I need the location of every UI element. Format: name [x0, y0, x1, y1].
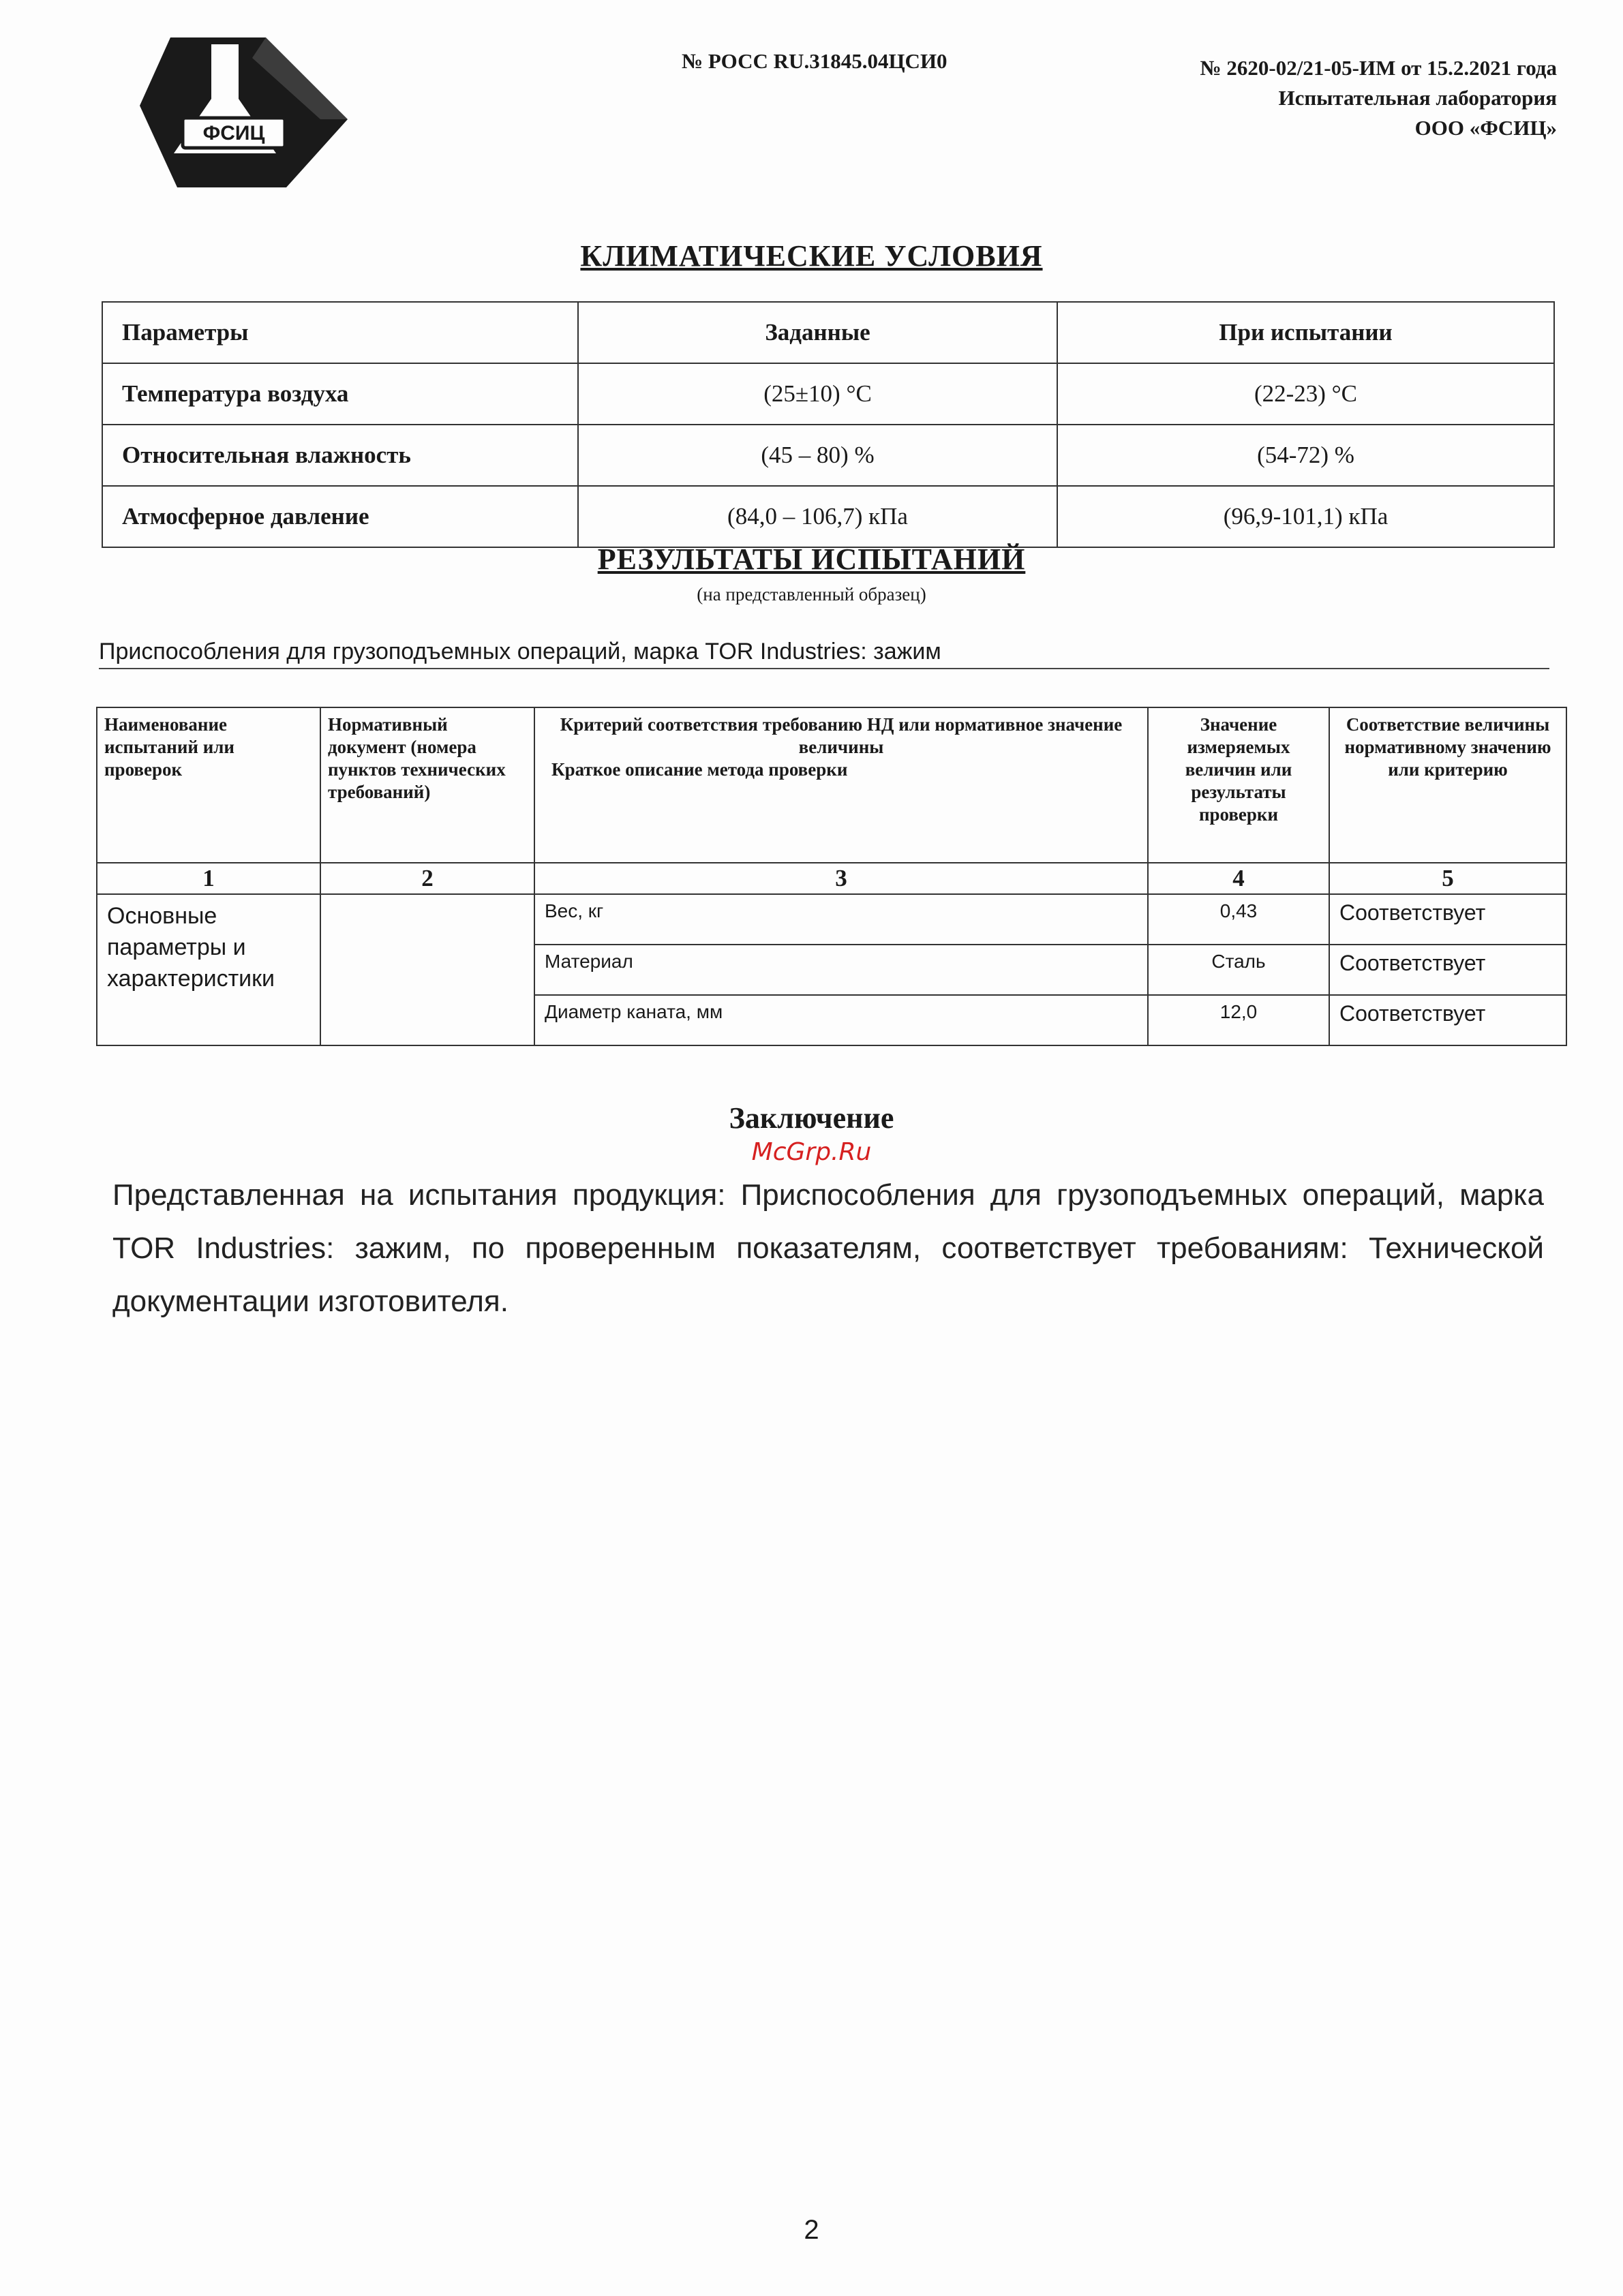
climate-row: [102, 425, 1554, 486]
compliance-cell: Соответствует: [1329, 894, 1566, 945]
product-name: Приспособления для грузоподъемных операций, марка TOR Industries: зажим: [99, 639, 1549, 669]
column-number: 2: [320, 863, 534, 894]
climate-header-cell: Заданные: [578, 302, 1057, 363]
climate-header-cell: При испытании: [1057, 302, 1554, 363]
measured-value: 0,43: [1148, 894, 1329, 945]
compliance-cell: Соответствует: [1329, 945, 1566, 995]
certificate-number: № РОСС RU.31845.04ЦСИ0: [682, 49, 947, 73]
lab-name: Испытательная лаборатория: [1278, 86, 1557, 110]
criterion-cell: Материал: [534, 945, 1148, 995]
climate-param: Температура воздуха: [102, 363, 578, 425]
measured-value: Сталь: [1148, 945, 1329, 995]
column-number: 1: [97, 863, 320, 894]
climate-row: [102, 486, 1554, 547]
results-title: РЕЗУЛЬТАТЫ ИСПЫТАНИЙ: [597, 542, 1026, 576]
column-number: 4: [1148, 863, 1329, 894]
climate-title: КЛИМАТИЧЕСКИЕ УСЛОВИЯ: [580, 239, 1043, 273]
page-number: 2: [804, 2215, 819, 2245]
results-header-row: [97, 707, 1566, 863]
report-number: № 2620-02/21-05-ИМ от 15.2.2021 года: [1200, 56, 1557, 80]
conclusion-title: Заключение: [729, 1101, 894, 1135]
results-row: [97, 894, 1566, 945]
climate-param: Относительная влажность: [102, 425, 578, 486]
org-name: ООО «ФСИЦ»: [1414, 116, 1557, 140]
results-header-cell: Соответствие величины нормативному значению или критерию: [1329, 707, 1566, 863]
measured-value: 12,0: [1148, 995, 1329, 1045]
results-header-cell: Значение измеряемых величин или результаты проверки: [1148, 707, 1329, 863]
climate-param: Атмосферное давление: [102, 486, 578, 547]
climate-set-value: (25±10) °С: [578, 363, 1057, 425]
results-header-cell-criterion: [534, 707, 1148, 863]
compliance-cell: Соответствует: [1329, 995, 1566, 1045]
climate-set-value: (84,0 – 106,7) кПа: [578, 486, 1057, 547]
criterion-cell: Диаметр каната, мм: [534, 995, 1148, 1045]
climate-test-value: (96,9-101,1) кПа: [1057, 486, 1554, 547]
method-header: Краткое описание метода проверки: [551, 759, 848, 780]
results-subtitle: (на представленный образец): [697, 584, 926, 604]
conclusion-text: Представленная на испытания продукция: Приспособления для грузоподъемных операций, марка TOR Industries: зажим, по проверенным показателям, соответствует требованиям: Технической документации изготовителя.: [112, 1178, 1544, 1318]
criterion-header: Критерий соответствия требованию НД или нормативное значение величины: [560, 714, 1123, 757]
column-number: 5: [1329, 863, 1566, 894]
watermark: McGrp.Ru: [751, 1138, 872, 1166]
logo-emblem-icon: [130, 17, 361, 194]
climate-test-value: (54-72) %: [1057, 425, 1554, 486]
column-number-row: [97, 863, 1566, 894]
normative-doc-cell: [320, 894, 534, 1045]
climate-header-row: [102, 302, 1554, 363]
climate-table: [102, 301, 1555, 548]
climate-test-value: (22-23) °С: [1057, 363, 1554, 425]
lab-logo: [130, 17, 361, 194]
logo-text: ФСИЦ: [202, 122, 265, 144]
climate-set-value: (45 – 80) %: [578, 425, 1057, 486]
report-header: [1200, 53, 1557, 143]
climate-header-cell: Параметры: [102, 302, 578, 363]
climate-row: [102, 363, 1554, 425]
test-group-name: Основные параметры и характеристики: [97, 894, 320, 1045]
criterion-cell: Вес, кг: [534, 894, 1148, 945]
column-number: 3: [534, 863, 1148, 894]
results-header-cell: Нормативный документ (номера пунктов технических требований): [320, 707, 534, 863]
results-table: [96, 707, 1567, 1046]
results-header-cell: Наименование испытаний или проверок: [97, 707, 320, 863]
